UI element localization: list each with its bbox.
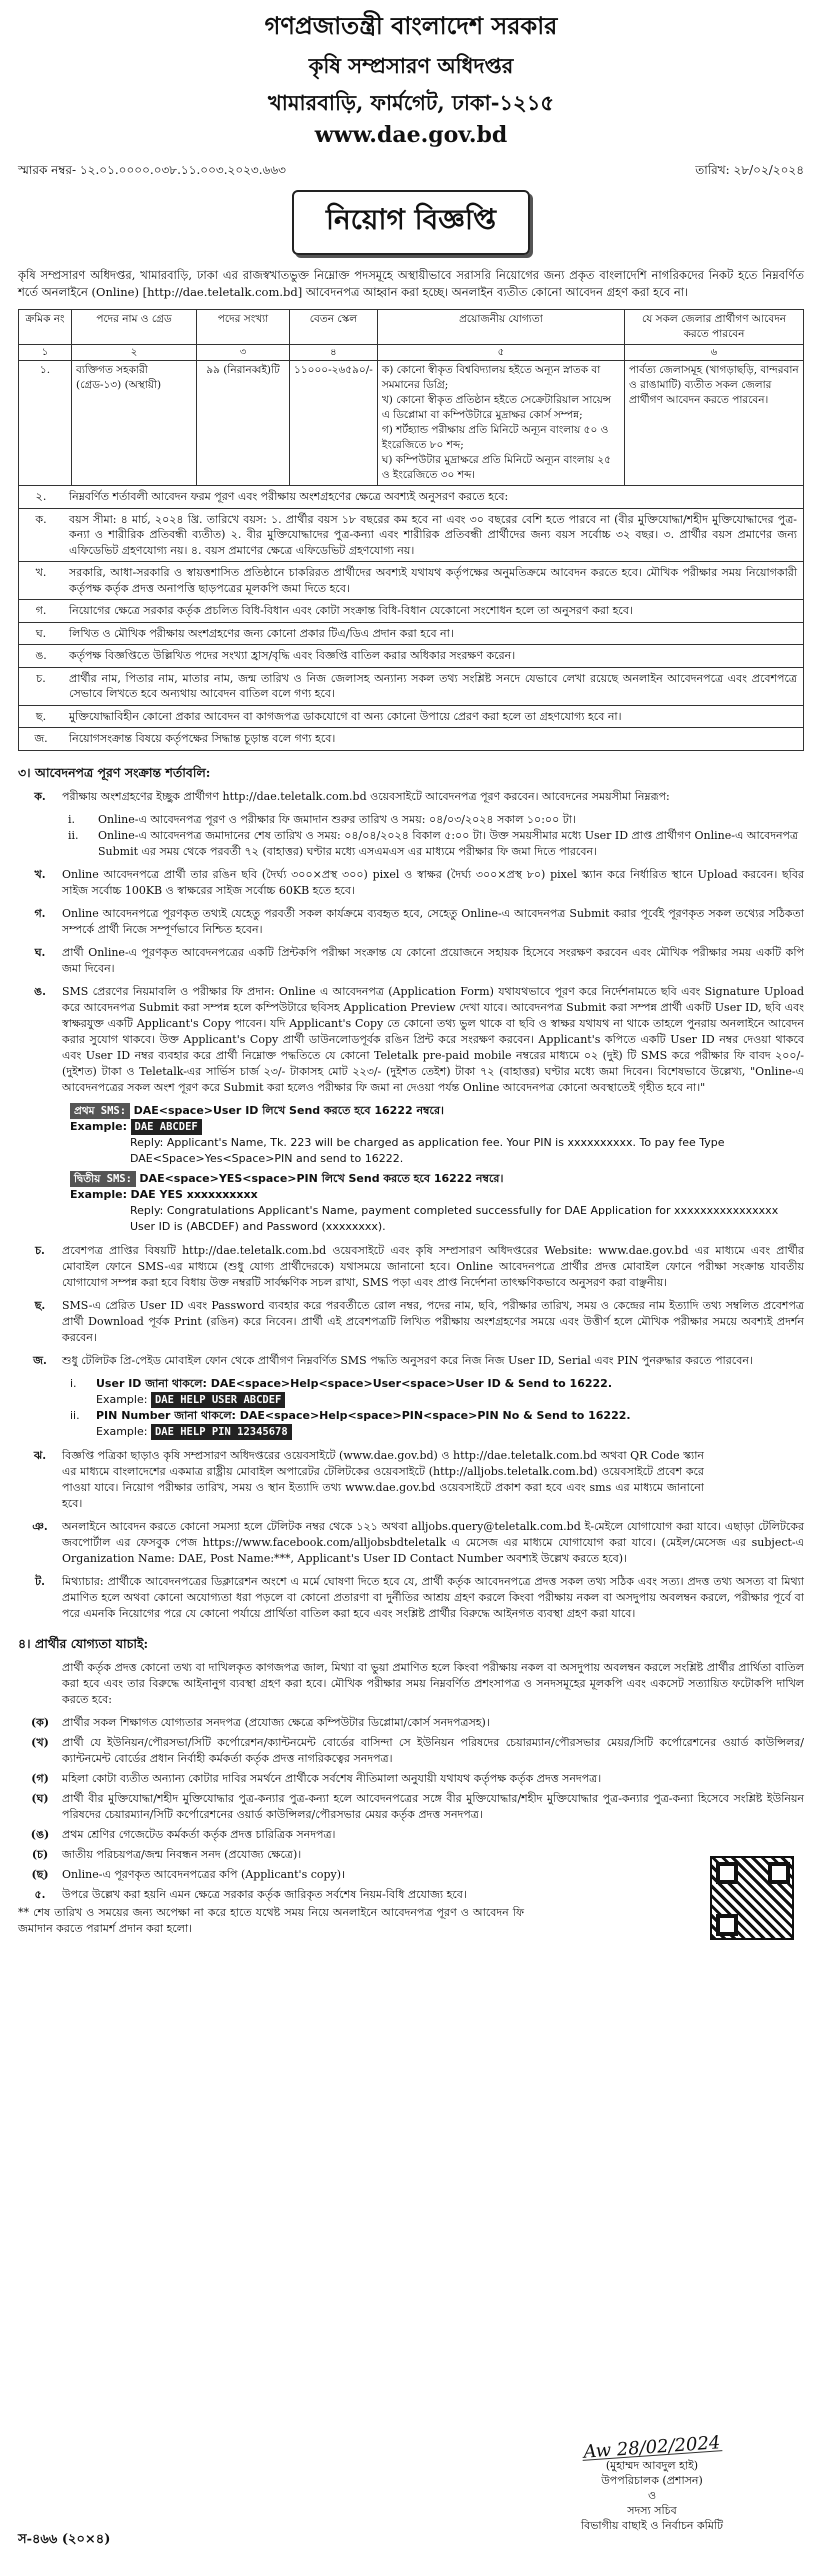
document-item: (ক) প্রার্থীর সকল শিক্ষাগত যোগ্যতার সনদপত্র (প্রযোজ্য ক্ষেত্রে কম্পিউটার ডিপ্লোমা/কোর্স সনদপত্রসহ)। xyxy=(30,1715,490,1729)
qualification-item: খ) কোনো স্বীকৃত প্রতিষ্ঠান হইতে সেক্রেটারিয়াল সায়েন্স এ ডিপ্লোমা বা কম্পিউটারে মুদ্রাক্ষর কোর্স সম্পন্ন; xyxy=(381,394,612,421)
advice-note: ** শেষ তারিখ ও সময়ের জন্য অপেক্ষা না করে হাতে যথেষ্ট সময় নিয়ে অনলাইনে আবেদনপত্র পূরণ ও আবেদন ফি জমাদান করতে পরামর্শ প্রদান করা হলো। xyxy=(18,1905,524,1935)
signatory-title: সদস্য সচিব xyxy=(627,2504,677,2517)
signatory-title: ও xyxy=(647,2489,657,2502)
section-2 xyxy=(18,486,804,751)
table-number-row xyxy=(19,345,804,361)
letterhead xyxy=(18,0,804,148)
department-website: www.dae.gov.bd xyxy=(314,122,508,148)
print-code: স-৪৬৬ (২০×৪) xyxy=(18,2532,111,2547)
qualification-item: ঘ) কম্পিউটার মুদ্রাক্ষরে প্রতি মিনিটে অন্যূন বাংলায় ২৫ ও ইংরেজিতে ৩০ শব্দ। xyxy=(381,454,611,481)
government-name: গণপ্রজাতন্ত্রী বাংলাদেশ সরকার xyxy=(264,11,558,40)
intro-paragraph: কৃষি সম্প্রসারণ অধিদপ্তর, খামারবাড়ি, ঢাকা এর রাজস্বখাতভুক্ত নিম্নোক্ত পদসমূহে অস্থায়ীভাবে সরাসরি নিয়োগের জন্য প্রকৃত বাংলাদেশি নাগরিকদের নিকট হতে নিম্নবর্ণিত শর্তে অনলাইনে (Online) [http://dae.teletalk.com.bd] আবেদনপত্র আহ্বান করা হচ্ছে। অনলাইন ব্যতীত কোনো আবেদন গ্রহণ করা হবে না। xyxy=(18,268,804,299)
qr-code-icon xyxy=(710,1856,794,1940)
col-number: ৩ xyxy=(197,345,290,361)
document-item: (চ) জাতীয় পরিচয়পত্র/জন্ম নিবন্ধন সনদ (প্রযোজ্য ক্ষেত্রে)। xyxy=(31,1847,302,1861)
section-3-item: ঝ. বিজ্ঞপ্তি পত্রিকা ছাড়াও কৃষি সম্প্রসারণ অধিদপ্তরের ওয়েবসাইটে (www.dae.gov.bd) ও http://dae.teletalk.com.bd অথবা QR Code স্ক্যান এর মাধ্যমে বাংলাদেশের একমাত্র রাষ্ট্রীয় মোবাইল অপারেটর টেলিটকের ওয়েবসাইটে (http://alljobs.teletalk.com.bd) ওয়েবসাইটে প্রবেশ করে পাওয়া যাবে। নিয়োগ পরীক্ষার তারিখ, সময় ও স্থান ইত্যাদি তথ্য www.dae.gov.bd ওয়েবসাইটে প্রকাশ করা হবে এবং sms এর মাধ্যমে জানানো হবে। xyxy=(33,1448,704,1510)
deadline-item: i. Online-এ আবেদনপত্র পূরণ ও পরীক্ষার ফি জমাদান শুরুর তারিখ ও সময়: ০৪/০৩/২০২৪ সকাল ১০:০০ টা। xyxy=(68,812,576,826)
signatory-title: বিভাগীয় বাছাই ও নির্বাচন কমিটি xyxy=(580,2519,724,2532)
recover-item: i. User ID জানা থাকলে: DAE<space>Help<space>User<space>User ID & Send to 16222. xyxy=(70,1376,613,1390)
section-3-item: ঞ. অনলাইনে আবেদন করতে কোনো সমস্যা হলে টেলিটক নম্বর থেকে ১২১ অথবা alljobs.query@teletalk.com.bd ই-মেইলে যোগাযোগ করা যাবে। এছাড়া টেলিটকের জবপোর্টাল এর ফেসবুক পেজ https://www.facebook.com/alljobsbdteletalk এ মেসেজ এর মাধ্যমে যোগাযোগ করা যাবে। (মেইল/মেসেজ এর subject-এ Organization Name: DAE, Post Name:***, Applicant's User ID Contact Number অবশ্যই উল্লেখ করতে হবে)। xyxy=(32,1519,804,1565)
condition-row: ঙ. কর্তৃপক্ষ বিজ্ঞপ্তিতে উল্লিখিত পদের সংখ্যা হ্রাস/বৃদ্ধি এবং বিজ্ঞপ্তি বাতিল করার অধিকার সংরক্ষণ করেন। xyxy=(19,645,803,668)
section-5: ৫. উপরে উল্লেখ করা হয়নি এমন ক্ষেত্রে সরকার কর্তৃক জারিকৃত সর্বশেষ নিয়ম-বিধি প্রযোজ্য হবে। xyxy=(34,1887,467,1901)
example-label: Example: xyxy=(70,1119,127,1133)
department-name: কৃষি সম্প্রসারণ অধিদপ্তর xyxy=(308,53,514,78)
col-number: ২ xyxy=(72,345,197,361)
department-address: খামারবাড়ি, ফার্মগেট, ঢাকা-১২১৫ xyxy=(268,90,554,115)
col-districts: যে সকল জেলার প্রার্থীগণ আবেদন করতে পারবেন xyxy=(625,310,804,345)
section-3-item: চ. প্রবেশপত্র প্রাপ্তির বিষয়টি http://dae.teletalk.com.bd ওয়েবসাইটে এবং কৃষি সম্প্রসারণ অধিদপ্তরের Website: www.dae.gov.bd এর মাধ্যমে এবং প্রার্থীর মোবাইল ফোনে SMS-এর মাধ্যমে (শুধু যোগ্য প্রার্থীদেরকে) যথাসময়ে জানানো হবে। Online আবেদনপত্রে প্রার্থীর প্রদত্ত মোবাইল ফোনে পরীক্ষা সংক্রান্ত যাবতীয় যোগাযোগ সম্পন্ন করা হবে বিধায় উক্ত নম্বরটি সার্বক্ষণিক সচল রাখা, SMS পড়া এবং প্রাপ্ত নির্দেশনা তাৎক্ষণিকভাবে অনুসরণ করা বাঞ্ছনীয়। xyxy=(35,1243,804,1289)
example-label: Example: xyxy=(70,1187,127,1201)
condition-row: ক. বয়স সীমা: ৪ মার্চ, ২০২৪ খ্রি. তারিখে বয়স: ১. প্রার্থীর বয়স ১৮ বছরের কম হবে না এবং ৩০ বছরের বেশি হতে পারবে না (বীর মুক্তিযোদ্ধা/শহীদ মুক্তিযোদ্ধাদের পুত্র-কন্যা ও শারীরিক প্রতিবন্ধী ব্যতীত) ২. বীর মুক্তিযোদ্ধাদের পুত্র-কন্যা এবং শারীরিক প্রতিবন্ধী প্রার্থীদের জন্য বয়স সর্বোচ্চ ৩২ বছর। ৩. প্রার্থীর বয়স প্রমাণের জন্য এফিডেভিট গ্রহণযোগ্য নয়। ৪. বয়স প্রমাণের ক্ষেত্রে এফিডেভিট গ্রহণযোগ্য নয়। xyxy=(19,509,803,563)
handwritten-signature: Aw 28/02/2024 xyxy=(582,2432,722,2463)
sms-second-example: DAE YES xxxxxxxxxx xyxy=(130,1187,258,1201)
cell-count: ৯৯ (নিরানব্বই)টি xyxy=(197,361,290,486)
condition-row: গ. নিয়োগের ক্ষেত্রে সরকার কর্তৃক প্রচলিত বিধি-বিধান এবং কোটা সংক্রান্ত বিধি-বিধান যেকোনো সংশোধন হলে তা অনুসরণ করা হবে। xyxy=(19,600,803,623)
recover-example: Example: DAE HELP PIN 12345678 xyxy=(70,1424,804,1440)
col-scale: বেতন স্কেল xyxy=(290,310,378,345)
col-qualification: প্রয়োজনীয় যোগ্যতা xyxy=(377,310,624,345)
document-item: (ঙ) প্রথম শ্রেণির গেজেটেড কর্মকর্তা কর্তৃক প্রদত্ত চারিত্রিক সনদপত্র। xyxy=(30,1827,336,1841)
condition-row: খ. সরকারি, আধা-সরকারি ও স্বায়ত্তশাসিত প্রতিষ্ঠানে চাকরিরত প্রার্থীদের অবশ্যই যথাযথ কর্তৃপক্ষের অনুমতিক্রমে আবেদন করতে হবে। মৌখিক পরীক্ষার সময় নিয়োগকারী কর্তৃপক্ষ কর্তৃক প্রদত্ত অনাপত্তি ছাড়পত্রের মূলকপি জমা দিতে হবে। xyxy=(19,562,803,600)
sms-second-reply: Reply: Congratulations Applicant's Name, payment completed successfully for DAE Application for xxxxxxxxxxxxxxxx User ID is (ABCDEF) and Password (xxxxxxxx). xyxy=(130,1203,779,1233)
sms-first-block xyxy=(18,1103,804,1167)
section-2-lead: ২. নিম্নবর্ণিত শর্তাবলী আবেদন ফরম পূরণ এবং পরীক্ষায় অংশগ্রহণের ক্ষেত্রে অবশ্যই অনুসরণ করতে হবে: xyxy=(19,486,803,509)
section-3-heading: ৩। আবেদনপত্র পূরণ সংক্রান্ত শর্তাবলি: xyxy=(18,764,211,780)
section-3-item: ছ. SMS-এ প্রেরিত User ID এবং Password ব্যবহার করে পরবর্তীতে রোল নম্বর, পদের নাম, ছবি, পরীক্ষার তারিখ, সময় ও কেন্দ্রের নাম ইত্যাদি তথ্য সম্বলিত প্রবেশপত্র প্রার্থী Download পূর্বক Print (রঙিন) করে নিবেন। প্রার্থী এই প্রবেশপত্রটি লিখিত পরীক্ষায় অংশগ্রহণের সময়ে এবং উত্তীর্ণ হলে মৌখিক পরীক্ষার সময়ে অবশ্যই প্রদর্শন করবেন। xyxy=(34,1298,804,1344)
condition-row: ঘ. লিখিত ও মৌখিক পরীক্ষায় অংশগ্রহণের জন্য কোনো প্রকার টিএ/ডিএ প্রদান করা হবে না। xyxy=(19,623,803,646)
signature-block xyxy=(522,2432,782,2533)
signatory-name: (মুহাম্মদ আবদুল হাই) xyxy=(605,2459,699,2472)
section-4-heading: ৪। প্রার্থীর যোগ্যতা যাচাই: xyxy=(18,1635,149,1651)
table-header-row xyxy=(19,310,804,345)
sms-first-reply: Reply: Applicant's Name, Tk. 223 will be charged as application fee. Your PIN is xxxxxxxxxx. To pay fee Type DAE<Space>Yes<Space>PIN and send to 16222. xyxy=(130,1135,725,1165)
cell-districts: পার্বত্য জেলাসমূহ (খাগড়াছড়ি, বান্দরবান ও রাঙামাটি) ব্যতীত সকল জেলার প্রার্থীগণ আবেদন করতে পারবেন। xyxy=(625,361,804,486)
document-item: (ঘ) প্রার্থী বীর মুক্তিযোদ্ধা/শহীদ মুক্তিযোদ্ধার পুত্র-কন্যার পুত্র-কন্যা হলে আবেদনপত্রের সঙ্গে বীর মুক্তিযোদ্ধার/শহীদ মুক্তিযোদ্ধার পুত্র-কন্যার পুত্র-কন্যা হিসেবে সংশ্লিষ্ট ইউনিয়ন পরিষদের চেয়ারম্যান/সিটি কর্পোরেশনের ওয়ার্ড কাউন্সিলর/পৌরসভার মেয়র কর্তৃক প্রদত্ত সনদপত্র। xyxy=(31,1791,804,1821)
sms-second-format: DAE<space>YES<space>PIN লিখে Send করতে হবে 16222 নম্বরে। xyxy=(139,1171,504,1185)
cell-post: ব্যক্তিগত সহকারী (গ্রেড-১৩) (অস্থায়ী) xyxy=(72,361,197,486)
col-number: ৪ xyxy=(290,345,378,361)
signatory-title: উপপরিচালক (প্রশাসন) xyxy=(601,2474,703,2487)
document-item: (ছ) Online-এ পূরণকৃত আবেদনপত্রের কপি (Applicant's copy)। xyxy=(31,1867,346,1881)
sms-second-label: দ্বিতীয় SMS: xyxy=(70,1171,136,1187)
col-count: পদের সংখ্যা xyxy=(197,310,290,345)
sms-first-example: DAE ABCDEF xyxy=(131,1119,202,1135)
condition-row: চ. প্রার্থীর নাম, পিতার নাম, মাতার নাম, জন্ম তারিখ ও নিজ জেলাসহ অন্যান্য সকল তথ্য সংশ্লিষ্ট সনদে যেভাবে লেখা রয়েছে অনলাইন আবেদনপত্রে এবং প্রবেশপত্রে সেভাবে লিখতে হবে অন্যথায় আবেদন বাতিল বলে গণ্য হবে। xyxy=(19,668,803,706)
recover-block xyxy=(18,1376,804,1440)
col-number: ৫ xyxy=(377,345,624,361)
sms-second-block xyxy=(18,1171,804,1235)
recover-item: ii. PIN Number জানা থাকলে: DAE<space>Help<space>PIN<space>PIN No & Send to 16222. xyxy=(70,1408,631,1422)
recover-example: Example: DAE HELP USER ABCDEF xyxy=(70,1392,804,1408)
sms-first-label: প্রথম SMS: xyxy=(70,1103,130,1119)
memo-number: স্মারক নম্বর- ১২.০১.০০০০.০৩৮.১১.০০৩.২০২৩.৬৬৩ xyxy=(18,163,286,177)
cell-serial: ১. xyxy=(19,361,72,486)
section-3-item: ঙ. SMS প্রেরণের নিয়মাবলি ও পরীক্ষার ফি প্রদান: Online এ আবেদনপত্র (Application Form) যথাযথভাবে পূরণ করে নির্দেশনামতে ছবি এবং Signature Upload করে আবেদনপত্র Submit করা সম্পন্ন হলে কম্পিউটারে ছবিসহ Application Preview দেখা যাবে। আবেদনপত্র Submit করা সম্পন্ন প্রার্থী একটি User ID, ছবি এবং স্বাক্ষরযুক্ত একটি Applicant's Copy পাবেন। যদি Applicant's Copy তে কোনো তথ্য ভুল থাকে বা ছবি ও স্বাক্ষর যথাযথ না থাকে তাহলে পুনরায় অনলাইনে আবেদন করার সুযোগ থাকবে। উক্ত Applicant's Copy প্রার্থী ডাউনলোডপূর্বক রঙিন প্রিন্ট করে সংরক্ষণ করবেন। Applicant's কপিতে একটি User ID নম্বর দেওয়া থাকবে এবং User ID নম্বর ব্যবহার করে প্রার্থী নিম্নোক্ত পদ্ধতিতে যে কোনো Teletalk pre-paid mobile নম্বরের মাধ্যমে ০২ (দুই) টি SMS করে পরীক্ষার ফি বাবদ ২০০/-(দুইশত) টাকা ও Teletalk-এর সার্ভিস চার্জ ২৩/- টাকাসহ মোট ২২৩/- (দুইশত তেইশ) টাকা ৭২ (বাহাত্তর) ঘণ্টার মধ্যে জমা দিবেন। বিশেষভাবে উল্লেখ্য, "Online-এ আবেদনপত্রের সকল অংশ পূরণ করে Submit করা হলেও পরীক্ষার ফি জমা না দেওয়া পর্যন্ত Online আবেদনপত্র কোনো অবস্থাতেই গৃহীত হবে না।" xyxy=(34,984,804,1094)
section-3-item: জ. শুধু টেলিটক প্রি-পেইড মোবাইল ফোন থেকে প্রার্থীগণ নিম্নবর্ণিত SMS পদ্ধতি অনুসরণ করে নিজ নিজ User ID, Serial এবং PIN পুনরুদ্ধার করতে পারবেন। xyxy=(33,1353,753,1367)
posts-table xyxy=(18,309,804,486)
col-number: ৬ xyxy=(625,345,804,361)
col-number: ১ xyxy=(19,345,72,361)
section-3-item: খ. Online আবেদনপত্রে প্রার্থী তার রঙিন ছবি (দৈর্ঘ্য ৩০০×প্রস্থ ৩০০) pixel ও স্বাক্ষর (দৈর্ঘ্য ৩০০×প্রস্থ ৮০) pixel স্ক্যান করে নির্ধারিত স্থানে Upload করবেন। ছবির সাইজ সর্বোচ্চ 100KB ও স্বাক্ষরের সাইজ সর্বোচ্চ 60KB হতে হবে। xyxy=(34,867,804,897)
document-item: (গ) মহিলা কোটা ব্যতীত অন্যান্য কোটার দাবির সমর্থনে প্রার্থীকে সর্বশেষ নীতিমালা অনুযায়ী যথাযথ কর্তৃপক্ষ কর্তৃক প্রদত্ত সনদপত্র। xyxy=(31,1771,602,1785)
table-row xyxy=(19,361,804,486)
condition-row: ছ. মুক্তিযোদ্ধাবিহীন কোনো প্রকার আবেদন বা কাগজপত্র ডাকযোগে বা অন্য কোনো উপায়ে প্রেরণ করা হলে তা গ্রহণযোগ্য হবে না। xyxy=(19,706,803,729)
section-3-item: ট. মিথ্যাচার: প্রার্থীকে আবেদনপত্রের ডিক্লারেশন অংশে এ মর্মে ঘোষণা দিতে হবে যে, প্রার্থী কর্তৃক আবেদনপত্রে প্রদত্ত সকল তথ্য সঠিক এবং সত্য। প্রদত্ত তথ্য অসত্য বা মিথ্যা প্রমাণিত হলে অথবা কোনো অযোগ্যতা ধরা পড়লে বা কোনো প্রতারণা বা দুর্নীতির আশ্রয় গ্রহণ করলে কিংবা পরীক্ষায় নকল বা অসদুপায় অবলম্বন করলে, পরীক্ষার পূর্বে বা পরে এমনকি নিয়োগের পরে যে কোনো পর্যায়ে প্রার্থিতা বাতিল করা হবে এবং সংশ্লিষ্ট প্রার্থীর বিরুদ্ধে আইনগত ব্যবস্থা গ্রহণ করা যাবে। xyxy=(35,1574,804,1620)
col-post: পদের নাম ও গ্রেড xyxy=(72,310,197,345)
col-serial: ক্রমিক নং xyxy=(19,310,72,345)
cell-scale: ১১০০০-২৬৫৯০/- xyxy=(290,361,378,486)
deadline-item: ii. Online-এ আবেদনপত্র জমাদানের শেষ তারিখ ও সময়: ০৪/০৪/২০২৪ বিকাল ৫:০০ টা। উক্ত সময়সীমার মধ্যে User ID প্রাপ্ত প্রার্থীগণ Online-এ আবেদনপত্র Submit এর সময় থেকে পরবর্তী ৭২ (বাহাত্তর) ঘণ্টার মধ্যে এসএমএস এর মাধ্যমে পরীক্ষার ফি জমা দিতে পারবেন। xyxy=(68,828,799,858)
notice-title: নিয়োগ বিজ্ঞপ্তি xyxy=(292,190,530,255)
section-4-lead: প্রার্থী কর্তৃক প্রদত্ত কোনো তথ্য বা দাখিলকৃত কাগজপত্র জাল, মিথ্যা বা ভুয়া প্রমাণিত হলে কিংবা পরীক্ষায় নকল বা অসদুপায় অবলম্বন করলে সংশ্লিষ্ট প্রার্থীর প্রার্থিতা বাতিল করা হবে এবং তার বিরুদ্ধে আইনানুগ ব্যবস্থা গ্রহণ করা হবে। মৌখিক পরীক্ষার সময় নিম্নবর্ণিত প্রশংসাপত্র ও সনদসমূহের মূলকপি এবং একসেট সত্যায়িত ফটোকপি দাখিল করতে হবে: xyxy=(62,1660,804,1706)
condition-row: জ. নিয়োগসংক্রান্ত বিষয়ে কর্তৃপক্ষের সিদ্ধান্ত চূড়ান্ত বলে গণ্য হবে। xyxy=(19,728,803,751)
memo-row xyxy=(18,162,804,182)
qualification-item: ক) কোনো স্বীকৃত বিশ্ববিদ্যালয় হইতে অন্যূন স্নাতক বা সমমানের ডিগ্রি; xyxy=(381,364,601,391)
section-3-item: গ. Online আবেদনপত্রে পূরণকৃত তথ্যই যেহেতু পরবর্তী সকল কার্যক্রমে ব্যবহৃত হবে, সেহেতু Online-এ আবেদনপত্র Submit করার পূর্বেই পূরণকৃত সকল তথ্যের সঠিকতা সম্পর্কে প্রার্থী নিজে সম্পূর্ণভাবে নিশ্চিত হবেন। xyxy=(34,906,804,936)
qualification-item: গ) শর্টহ্যান্ড পরীক্ষায় প্রতি মিনিটে অন্যূন বাংলায় ৫০ ও ইংরেজিতে ৮০ শব্দ; xyxy=(381,424,609,451)
memo-date: তারিখ: ২৮/০২/২০২৪ xyxy=(695,163,804,177)
cell-qualification xyxy=(377,361,624,486)
sms-first-format: DAE<space>User ID লিখে Send করতে হবে 16222 নম্বরে। xyxy=(133,1103,444,1117)
document-item: (খ) প্রার্থী যে ইউনিয়ন/পৌরসভা/সিটি কর্পোরেশন/ক্যান্টনমেন্ট বোর্ডের বাসিন্দা সে ইউনিয়ন পরিষদের চেয়ারম্যান/পৌরসভার মেয়র/সিটি কর্পোরেশনের ওয়ার্ড কাউন্সিলর/ক্যান্টনমেন্ট বোর্ডের প্রধান নির্বাহী কর্মকর্তা কর্তৃক প্রদত্ত নাগরিকত্বের সনদপত্র। xyxy=(31,1735,804,1765)
section-3-item: ক. পরীক্ষায় অংশগ্রহণের ইচ্ছুক প্রার্থীগণ http://dae.teletalk.com.bd ওয়েবসাইটে আবেদনপত্র পূরণ করবেন। আবেদনের সময়সীমা নিম্নরূপ: xyxy=(34,789,670,803)
section-3-item: ঘ. প্রার্থী Online-এ পূরণকৃত আবেদনপত্রের একটি প্রিন্টকপি পরীক্ষা সংক্রান্ত যে কোনো প্রয়োজনে সহায়ক হিসেবে সংরক্ষণ করবেন এবং মৌখিক পরীক্ষার সময় একটি কপি জমা দিবেন। xyxy=(34,945,804,975)
